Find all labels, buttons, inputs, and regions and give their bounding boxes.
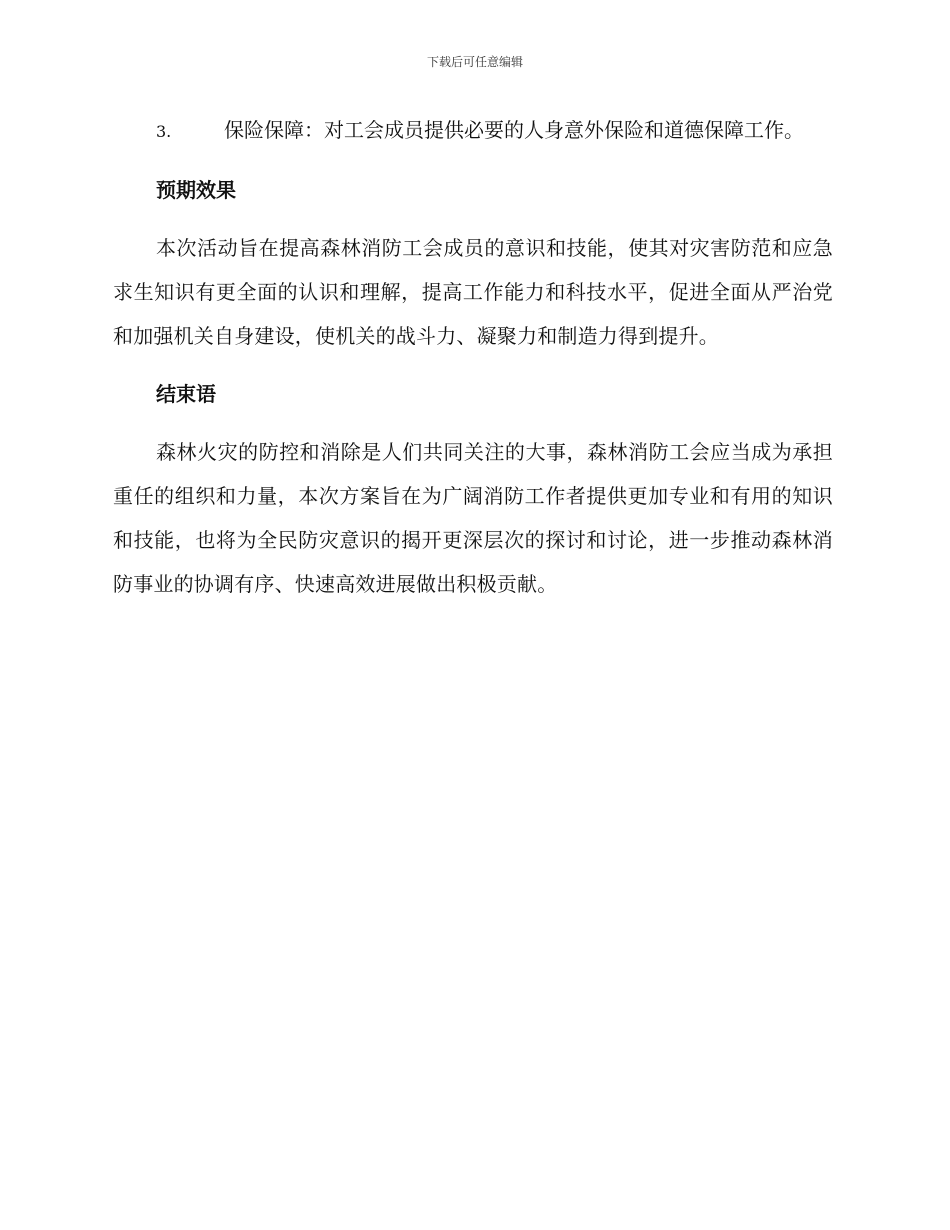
list-item-3 xyxy=(113,108,833,154)
section-body-conclusion: 森林火灾的防控和消除是人们共同关注的大事，森林消防工会应当成为承担重任的组织和力量，本次方案旨在为广阔消防工作者提供更加专业和有用的知识和技能，也将为全民防灾意识的揭开更深层次的探讨和讨论，进一步推动森林消防事业的协调有序、快速高效进展做出积极贡献。 xyxy=(113,440,833,596)
list-item-text: 保险保障：对工会成员提供必要的人身意外保险和道德保障工作。 xyxy=(224,118,804,142)
list-item-number: 3. xyxy=(156,122,172,141)
section-heading-conclusion: 结束语 xyxy=(156,382,216,406)
section-heading-expected-effect: 预期效果 xyxy=(156,178,236,202)
document-body xyxy=(113,108,833,606)
section-body-expected-effect: 本次活动旨在提高森林消防工会成员的意识和技能，使其对灾害防范和应急求生知识有更全面的认识和理解，提高工作能力和科技水平，促进全面从严治党和加强机关自身建设，使机关的战斗力、凝聚力和制造力得到提升。 xyxy=(113,236,833,348)
page-header: 下载后可任意编辑 xyxy=(426,55,523,69)
